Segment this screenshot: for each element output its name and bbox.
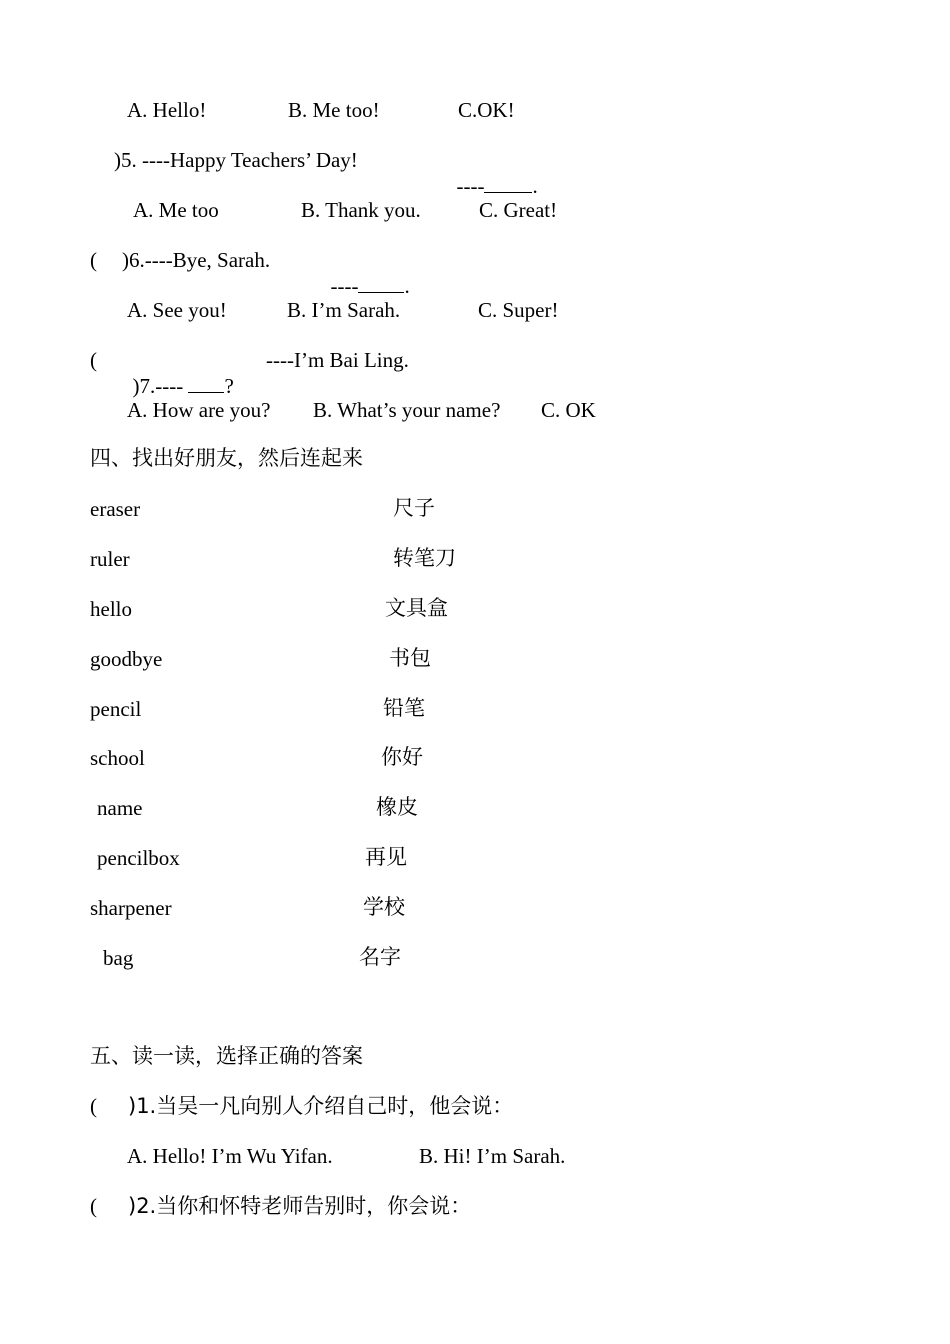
match-chinese-word[interactable]: 再见 [365, 845, 407, 869]
s5-q2-answer-paren[interactable]: ( [90, 1194, 97, 1218]
q7-answer-paren[interactable]: ( [90, 348, 97, 372]
section-4-heading: 四、找出好朋友，然后连起来 [90, 446, 363, 470]
q6-option-b: B. I’m Sarah. [287, 298, 401, 322]
q7-answer-blank[interactable] [188, 376, 224, 393]
q4-option-b: B. Me too! [288, 98, 380, 122]
match-english-word[interactable]: pencil [90, 697, 142, 721]
s5-q1-answer-paren[interactable]: ( [90, 1094, 97, 1118]
q7-question-mark: ? [224, 374, 234, 398]
q7-reply: ----I’m Bai Ling. [266, 348, 409, 372]
s5-q1-option-b: B. Hi! I’m Sarah. [419, 1144, 566, 1168]
match-english-word[interactable]: hello [90, 597, 132, 621]
q6-option-c: C. Super! [478, 298, 559, 322]
q7-option-b: B. What’s your name? [313, 398, 501, 422]
match-english-word[interactable]: pencilbox [97, 846, 180, 870]
q6-answer-paren[interactable]: ( [90, 248, 97, 272]
match-english-word[interactable]: bag [103, 946, 134, 970]
match-english-word[interactable]: school [90, 746, 145, 770]
s5-q1-question: )1.当吴一凡向别人介绍自己时，他会说： [128, 1094, 514, 1118]
match-english-word[interactable]: name [97, 796, 143, 820]
q6-reply-dashes: ---- [330, 274, 359, 298]
q5-question: )5. ----Happy Teachers’ Day! [114, 148, 358, 172]
s5-q2-question: )2.当你和怀特老师告别时，你会说： [128, 1194, 472, 1218]
q7-option-a: A. How are you? [127, 398, 271, 422]
match-chinese-word[interactable]: 文具盒 [385, 596, 448, 620]
match-chinese-word[interactable]: 名字 [359, 945, 401, 969]
match-english-word[interactable]: ruler [90, 547, 130, 571]
q4-option-a: A. Hello! [127, 98, 207, 122]
q5-option-b: B. Thank you. [301, 198, 421, 222]
q5-reply-end: . [532, 174, 538, 198]
match-chinese-word[interactable]: 书包 [389, 646, 431, 670]
q4-option-c: C.OK! [458, 98, 515, 122]
q6-reply-end: . [404, 274, 410, 298]
q6-option-a: A. See you! [127, 298, 227, 322]
match-chinese-word[interactable]: 橡皮 [376, 795, 418, 819]
match-chinese-word[interactable]: 你好 [381, 745, 423, 769]
match-chinese-word[interactable]: 铅笔 [383, 696, 425, 720]
q7-option-c: C. OK [541, 398, 596, 422]
q5-reply [446, 147, 538, 199]
match-english-word[interactable]: eraser [90, 497, 141, 521]
q5-reply-dashes: ---- [456, 174, 485, 198]
match-english-word[interactable]: sharpener [90, 896, 172, 920]
q6-answer-blank[interactable] [358, 276, 404, 293]
section-5-heading: 五、读一读，选择正确的答案 [90, 1044, 363, 1068]
q5-option-c: C. Great! [479, 198, 558, 222]
match-english-word[interactable]: goodbye [90, 647, 163, 671]
q6-question: )6.----Bye, Sarah. [122, 248, 271, 272]
q7-question-prefix: )7.---- [132, 374, 184, 398]
q5-option-a: A. Me too [133, 198, 219, 222]
q5-answer-blank[interactable] [484, 176, 532, 193]
match-chinese-word[interactable]: 尺子 [393, 496, 435, 520]
q6-reply [320, 247, 410, 299]
match-chinese-word[interactable]: 转笔刀 [393, 546, 456, 570]
q7-question [122, 347, 234, 399]
s5-q1-option-a: A. Hello! I’m Wu Yifan. [127, 1144, 333, 1168]
match-chinese-word[interactable]: 学校 [363, 895, 405, 919]
